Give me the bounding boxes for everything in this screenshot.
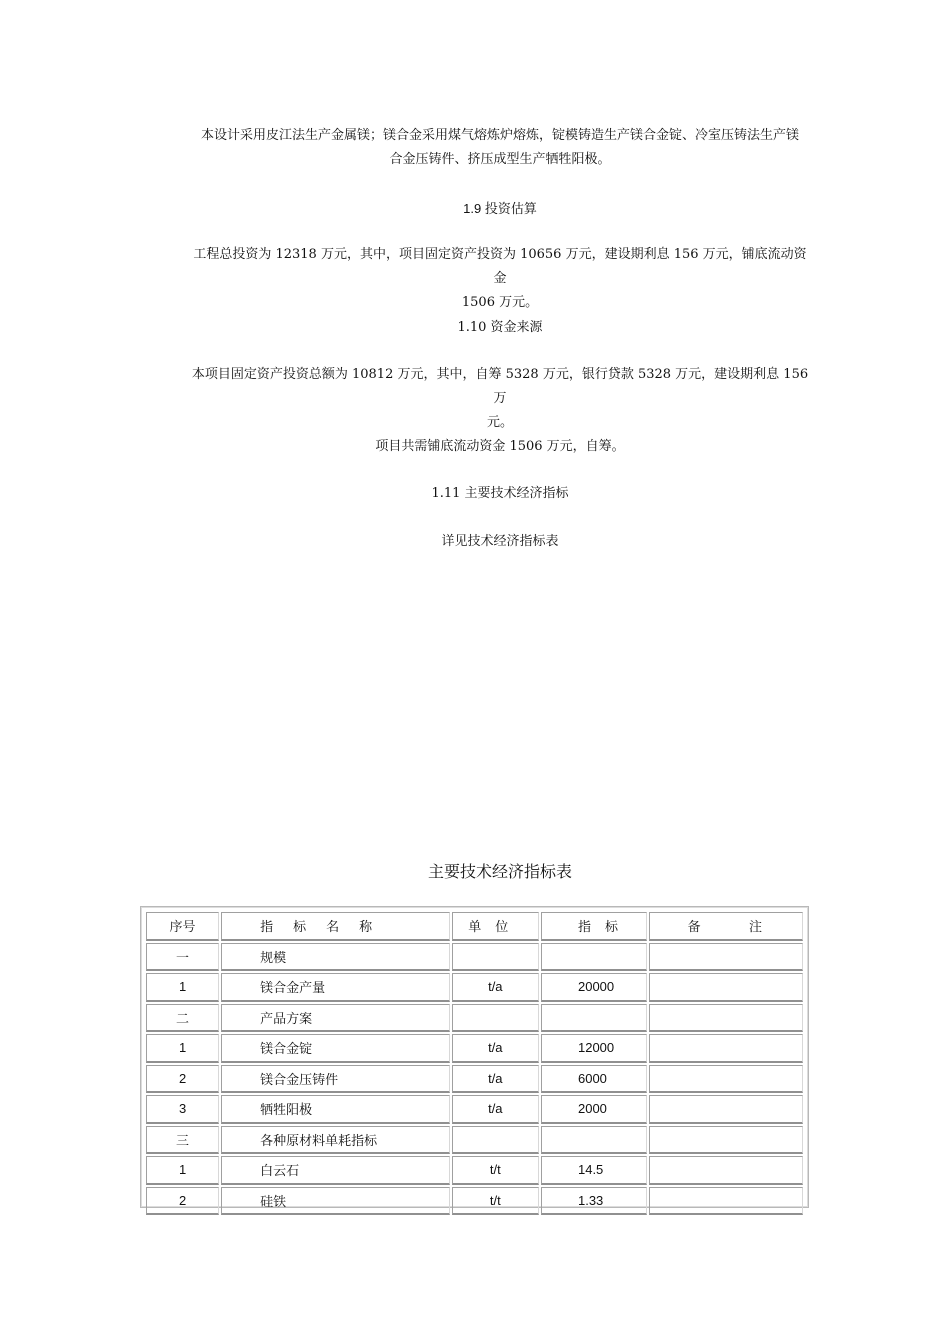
header-note — [649, 912, 803, 941]
cell-name: 硅铁 — [221, 1187, 450, 1216]
header-value-text: 指标 — [577, 920, 632, 936]
header-name-text: 指标名称 — [260, 920, 393, 936]
cell-name: 镁合金压铸件 — [221, 1065, 450, 1094]
cell-unit: t/t — [452, 1187, 539, 1216]
cell-seq: 2 — [146, 1065, 219, 1094]
cell-note — [649, 1126, 803, 1155]
cell-note — [649, 1187, 803, 1216]
cell-name: 规模 — [221, 943, 450, 972]
paragraph-investment — [190, 243, 810, 315]
cell-seq: 1 — [146, 1156, 219, 1185]
cell-name: 镁合金产量 — [221, 973, 450, 1002]
cell-value — [541, 943, 647, 972]
cell-unit: t/t — [452, 1156, 539, 1185]
indicator-table — [140, 906, 809, 1208]
cell-name: 白云石 — [221, 1156, 450, 1185]
paragraph-see-table: 详见技术经济指标表 — [441, 534, 559, 549]
indicator-table-grid — [144, 910, 805, 1217]
header-seq: 序号 — [146, 912, 219, 941]
cell-note — [649, 943, 803, 972]
heading-1-11: 1.11 主要技术经济指标 — [431, 486, 569, 501]
cell-seq: 2 — [146, 1187, 219, 1216]
table-row — [146, 1065, 803, 1094]
cell-seq: 3 — [146, 1095, 219, 1124]
table-row — [146, 943, 803, 972]
cell-name: 镁合金锭 — [221, 1034, 450, 1063]
table-row — [146, 1095, 803, 1124]
cell-seq: 二 — [146, 1004, 219, 1033]
cell-value — [541, 1004, 647, 1033]
cell-unit: t/a — [452, 1095, 539, 1124]
header-value — [541, 912, 647, 941]
cell-name: 产品方案 — [221, 1004, 450, 1033]
table-row — [146, 1156, 803, 1185]
cell-seq: 1 — [146, 1034, 219, 1063]
paragraph-process-line2: 合金压铸件、挤压成型生产牺牲阳极。 — [389, 152, 611, 167]
table-row — [146, 1034, 803, 1063]
cell-note — [649, 1034, 803, 1063]
header-unit — [452, 912, 539, 941]
cell-note — [649, 973, 803, 1002]
paragraph-process — [190, 124, 810, 172]
header-unit-text: 单位 — [468, 920, 523, 936]
table-row — [146, 1004, 803, 1033]
cell-note — [649, 1004, 803, 1033]
cell-note — [649, 1095, 803, 1124]
paragraph-funding — [190, 363, 810, 435]
paragraph-investment-line2: 1506 万元。 — [461, 295, 539, 310]
header-note-b: 注 — [748, 920, 762, 936]
table-row — [146, 1187, 803, 1216]
cell-name: 各种原材料单耗指标 — [221, 1126, 450, 1155]
table-row — [146, 1126, 803, 1155]
cell-seq: 1 — [146, 973, 219, 1002]
paragraph-funding-line2: 元。 — [486, 415, 513, 430]
cell-unit — [452, 1004, 539, 1033]
cell-unit: t/a — [452, 1065, 539, 1094]
table-row — [146, 973, 803, 1002]
cell-unit — [452, 943, 539, 972]
cell-note — [649, 1156, 803, 1185]
cell-unit: t/a — [452, 973, 539, 1002]
cell-unit — [452, 1126, 539, 1155]
paragraph-investment-line1: 工程总投资为 12318 万元，其中，项目固定资产投资为 10656 万元，建设期利息 156 万元，铺底流动资金 — [193, 247, 807, 286]
cell-value — [541, 1126, 647, 1155]
cell-value: 12000 — [541, 1034, 647, 1063]
cell-value: 1.33 — [541, 1187, 647, 1216]
table-title: 主要技术经济指标表 — [427, 862, 572, 881]
cell-seq: 一 — [146, 943, 219, 972]
header-name — [221, 912, 450, 941]
header-note-a: 备 — [687, 920, 701, 936]
paragraph-process-line1: 本设计采用皮江法生产金属镁；镁合金采用煤气熔炼炉熔炼，锭模铸造生产镁合金锭、冷室压铸法生产镁 — [200, 128, 799, 143]
heading-1-9: 1.9 投资估算 — [463, 201, 537, 216]
cell-note — [649, 1065, 803, 1094]
table-header-row — [146, 912, 803, 941]
header-note-wrap — [650, 916, 802, 935]
cell-value: 20000 — [541, 973, 647, 1002]
cell-value: 2000 — [541, 1095, 647, 1124]
cell-value: 6000 — [541, 1065, 647, 1094]
paragraph-working-capital: 项目共需铺底流动资金 1506 万元，自筹。 — [375, 439, 625, 454]
cell-seq: 三 — [146, 1126, 219, 1155]
heading-1-10: 1.10 资金来源 — [457, 320, 543, 335]
cell-value: 14.5 — [541, 1156, 647, 1185]
paragraph-funding-line1: 本项目固定资产投资总额为 10812 万元，其中，自筹 5328 万元，银行贷款 5328 万元，建设期利息 156 万 — [191, 367, 809, 406]
cell-unit: t/a — [452, 1034, 539, 1063]
cell-name: 牺牲阳极 — [221, 1095, 450, 1124]
